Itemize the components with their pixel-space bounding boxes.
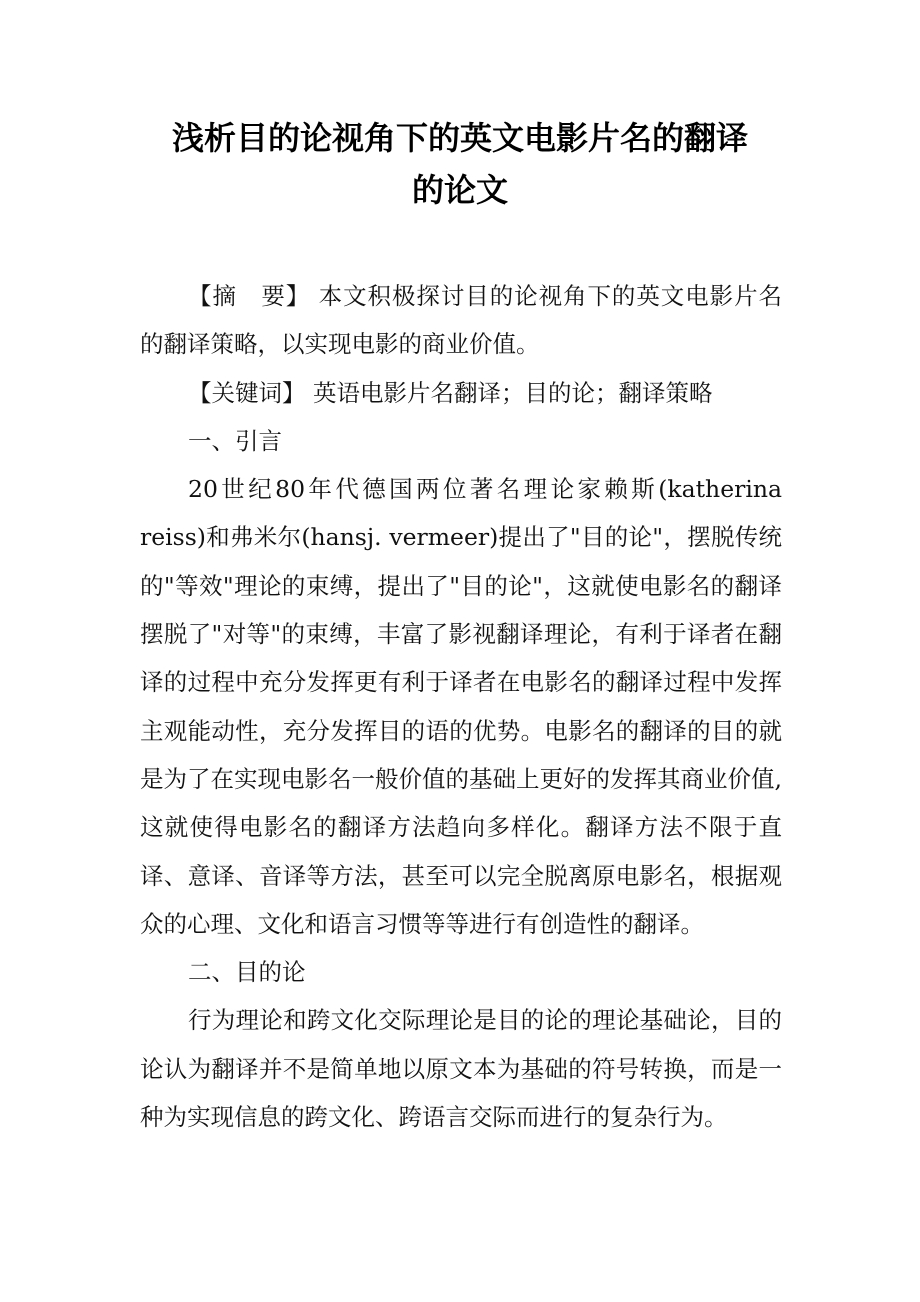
section-2-heading: 二、目的论 [188, 958, 306, 987]
keywords-label: 【关键词】 [188, 378, 306, 407]
abstract-text: 本文积极探讨目的论视角下的英文电影片名的翻译策略，以实现电影的商业价值。 [140, 282, 783, 359]
abstract-paragraph [140, 272, 782, 369]
keywords-text: 英语电影片名翻译；目的论；翻译策略 [312, 378, 713, 407]
section-1-heading: 一、引言 [188, 426, 282, 455]
title-line-2: 的论文 [411, 171, 508, 209]
abstract-label: 【摘 要】 [188, 282, 311, 310]
document-title [120, 112, 800, 216]
title-line-1: 浅析目的论视角下的英文电影片名的翻译 [171, 119, 748, 157]
keywords-paragraph [140, 369, 782, 417]
section-2-paragraph: 行为理论和跨文化交际理论是目的论的理论基础论，目的论认为翻译并不是简单地以原文本为基础的符号转换，而是一种为实现信息的跨文化、跨语言交际而进行的复杂行为。 [140, 1006, 782, 1132]
section-1-paragraph: 20世纪80年代德国两位著名理论家赖斯(katherina reiss)和弗米尔(hansj. vermeer)提出了"目的论"，摆脱传统的"等效"理论的束缚，提出了"目的论"，这就使电影名的翻译摆脱了"对等"的束缚，丰富了影视翻译理论，有利于译者在翻译的过程中充分发挥更有利于译者在电影名的翻译过程中发挥主观能动性，充分发挥目的语的优势。电影名的翻译的目的就是为了在实现电影名一般价值的基础上更好的发挥其商业价值,这就使得电影名的翻译方法趋向多样化。翻译方法不限于直译、意译、音译等方法，甚至可以完全脱离原电影名，根据观众的心理、文化和语言习惯等等进行有创造性的翻译。 [140, 475, 782, 938]
document-body [140, 272, 782, 1141]
